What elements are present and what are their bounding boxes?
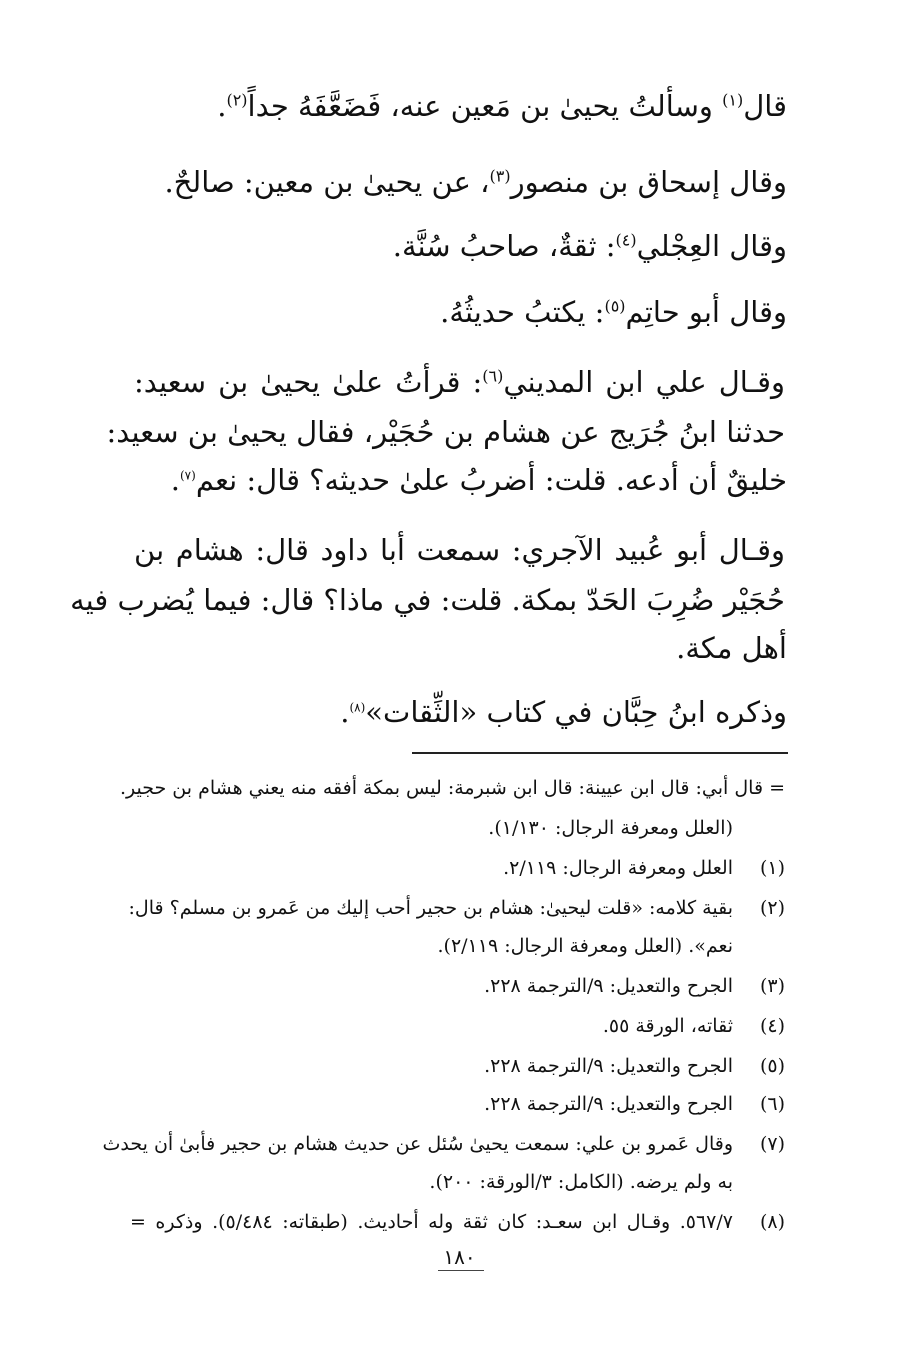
page-number: ١٨٠ bbox=[443, 1245, 476, 1269]
text-segment: خليقٌ أن أدعه. قلت: أضربُ علىٰ حديثه؟ قال: نعم bbox=[195, 463, 787, 497]
footnote-ref-6[interactable]: (٦) bbox=[482, 366, 504, 386]
body-line-6: حدثنا ابنُ جُرَيج عن هشام بن حُجَيْر، فقال يحيىٰ بن سعيد: bbox=[106, 415, 785, 449]
footnote-ref-2[interactable]: (٢) bbox=[226, 90, 248, 110]
footnote-text: العلل ومعرفة الرجال: ٢/١١٩. bbox=[503, 857, 733, 879]
body-line-2 bbox=[132, 160, 787, 204]
body-line-5 bbox=[134, 360, 785, 404]
body-line-11 bbox=[132, 690, 787, 734]
footnote-text: وقال عَمرو بن علي: سمعت يحيىٰ سُئل عن حديث هشام بن حجير فأبىٰ أن يحدث bbox=[102, 1133, 733, 1155]
body-line-9: حُجَيْر ضُرِبَ الحَدّ بمكة. قلت: في ماذا؟ قال: فيما يُضرب فيه bbox=[70, 583, 785, 617]
footnote-ref-3[interactable]: (٣) bbox=[489, 166, 511, 186]
text-segment: : يكتبُ حديثُهُ. bbox=[440, 295, 605, 329]
footnote-text: ثقاته، الورقة ٥٥. bbox=[602, 1015, 733, 1037]
text-segment: وسألتُ يحيىٰ بن مَعين عنه، فَضَعَّفَهُ جداً bbox=[247, 89, 723, 123]
footnote-ref-8[interactable]: (٨) bbox=[349, 700, 366, 715]
text-segment: وقـال علي ابن المديني bbox=[503, 365, 785, 399]
body-line-8: وقـال أبو عُبيد الآجري: سمعت أبا داود قال: هشام بن bbox=[134, 533, 785, 567]
text-segment: وقال إسحاق بن منصور bbox=[510, 165, 787, 199]
text-segment: وقال أبو حاتِم bbox=[625, 295, 787, 329]
body-line-1 bbox=[132, 84, 787, 128]
footnote-continuation-line-1: = قال أبي: قال ابن عيينة: قال ابن شبرمة: ليس بمكة أفقه منه يعني هشام بن حجير. bbox=[120, 777, 785, 799]
footnote-number: (٧) bbox=[759, 1133, 785, 1155]
footnote-number: (٦) bbox=[759, 1093, 785, 1115]
footnote-text: به ولم يرضه. (الكامل: ٣/الورقة: ٢٠٠). bbox=[429, 1171, 733, 1193]
footnote-text: بقية كلامه: «قلت ليحيىٰ: هشام بن حجير أحب إليك من عَمرو بن مسلم؟ قال: bbox=[128, 897, 733, 919]
footnote-number: (٤) bbox=[759, 1015, 785, 1037]
footnote-text: الجرح والتعديل: ٩/الترجمة ٢٢٨. bbox=[484, 1093, 733, 1115]
footnote-text: نعم». (العلل ومعرفة الرجال: ٢/١١٩). bbox=[437, 935, 733, 957]
footnote-separator bbox=[412, 752, 788, 754]
body-line-3 bbox=[132, 224, 787, 268]
text-segment: وذكره ابنُ حِبَّان في كتاب «الثِّقات» bbox=[365, 695, 787, 729]
text-segment: : قرأتُ علىٰ يحيىٰ بن سعيد: bbox=[134, 365, 483, 399]
text-segment: . bbox=[217, 89, 227, 123]
text-segment: وقال العِجْلي bbox=[636, 229, 787, 263]
footnote-number: (٥) bbox=[759, 1055, 785, 1077]
text-segment: قال bbox=[743, 89, 787, 123]
footnote-number: (٢) bbox=[759, 897, 785, 919]
footnote-number: (٣) bbox=[759, 975, 785, 997]
footnote-continuation-line-2: (العلل ومعرفة الرجال: ١/١٣٠). bbox=[488, 817, 733, 839]
footnote-text: الجرح والتعديل: ٩/الترجمة ٢٢٨. bbox=[484, 975, 733, 997]
footnote-number: (٨) bbox=[759, 1211, 785, 1233]
page-number-underline bbox=[438, 1270, 484, 1271]
text-segment: . bbox=[170, 463, 180, 497]
footnote-ref-4[interactable]: (٤) bbox=[615, 230, 637, 250]
footnote-ref-5[interactable]: (٥) bbox=[604, 296, 626, 316]
text-segment: . bbox=[340, 695, 350, 729]
text-segment: : ثقةٌ، صاحبُ سُنَّة. bbox=[392, 229, 616, 263]
body-line-10: أهل مكة. bbox=[676, 631, 787, 665]
footnote-text: الجرح والتعديل: ٩/الترجمة ٢٢٨. bbox=[484, 1055, 733, 1077]
footnote-ref-7[interactable]: (٧) bbox=[179, 468, 196, 483]
text-segment: ، عن يحيىٰ بن معين: صالحٌ. bbox=[164, 165, 490, 199]
body-line-4 bbox=[132, 290, 787, 334]
footnote-text: ٥٦٧/٧. وقـال ابن سعـد: كان ثقة وله أحاديث. (طبقاته: ٥/٤٨٤). وذكره = bbox=[130, 1211, 733, 1233]
footnote-ref-1[interactable]: (١) bbox=[722, 90, 744, 110]
footnote-number: (١) bbox=[759, 857, 785, 879]
body-line-7 bbox=[132, 458, 787, 502]
